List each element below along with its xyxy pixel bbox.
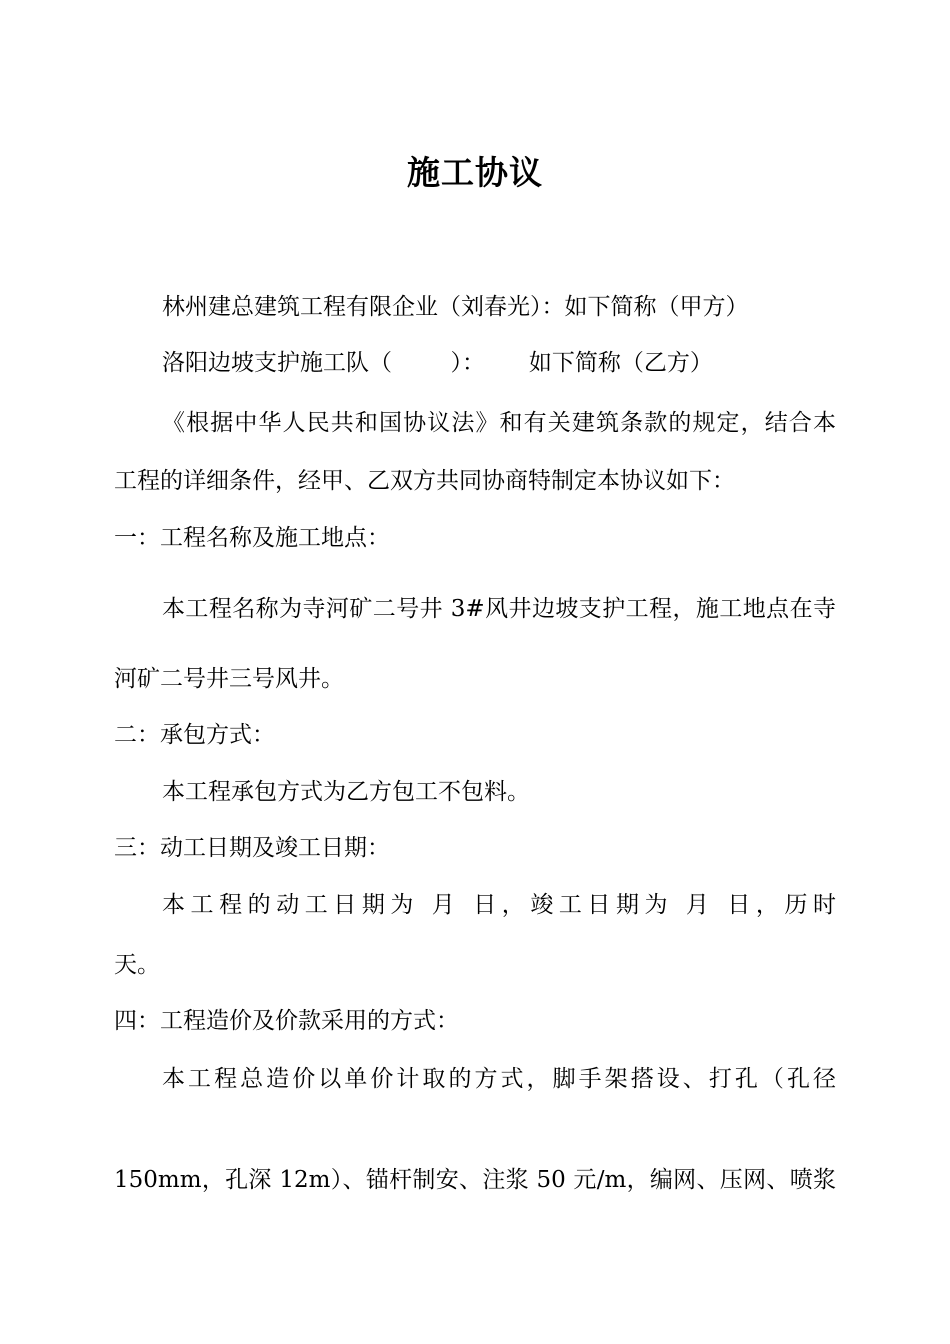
section4-line-2: 150mm，孔深 12m）、锚杆制安、注浆 50 元/m，编网、压网、喷浆 xyxy=(114,1167,836,1193)
party-a-line: 林州建总建筑工程有限企业（刘春光）：如下简称（甲方） xyxy=(162,294,749,320)
section2-heading: 二：承包方式： xyxy=(114,722,275,748)
document-title: 施工协议 xyxy=(407,153,543,192)
section2-line-1: 本工程承包方式为乙方包工不包料。 xyxy=(162,779,530,805)
party-b-line: 洛阳边坡支护施工队（ ）： 如下简称（乙方） xyxy=(162,350,713,376)
preamble-line-2: 工程的详细条件，经甲、乙双方共同协商特制定本协议如下： xyxy=(114,468,735,494)
section3-line-2: 天。 xyxy=(114,952,160,978)
section4-line-1: 本工程总造价以单价计取的方式，脚手架搭设、打孔（孔径 xyxy=(162,1066,836,1092)
section1-line-1: 本工程名称为寺河矿二号井 3#风井边坡支护工程，施工地点在寺 xyxy=(162,596,836,622)
section3-heading: 三：动工日期及竣工日期： xyxy=(114,835,390,861)
section4-heading: 四：工程造价及价款采用的方式： xyxy=(114,1008,459,1034)
section3-line-1: 本工程的动工日期为 月 日，竣工日期为 月 日，历时 xyxy=(162,892,836,918)
preamble-line-1: 《根据中华人民共和国协议法》和有关建筑条款的规定，结合本 xyxy=(162,410,836,436)
section1-heading: 一：工程名称及施工地点： xyxy=(114,525,390,551)
section1-line-2: 河矿二号井三号风井。 xyxy=(114,666,344,692)
